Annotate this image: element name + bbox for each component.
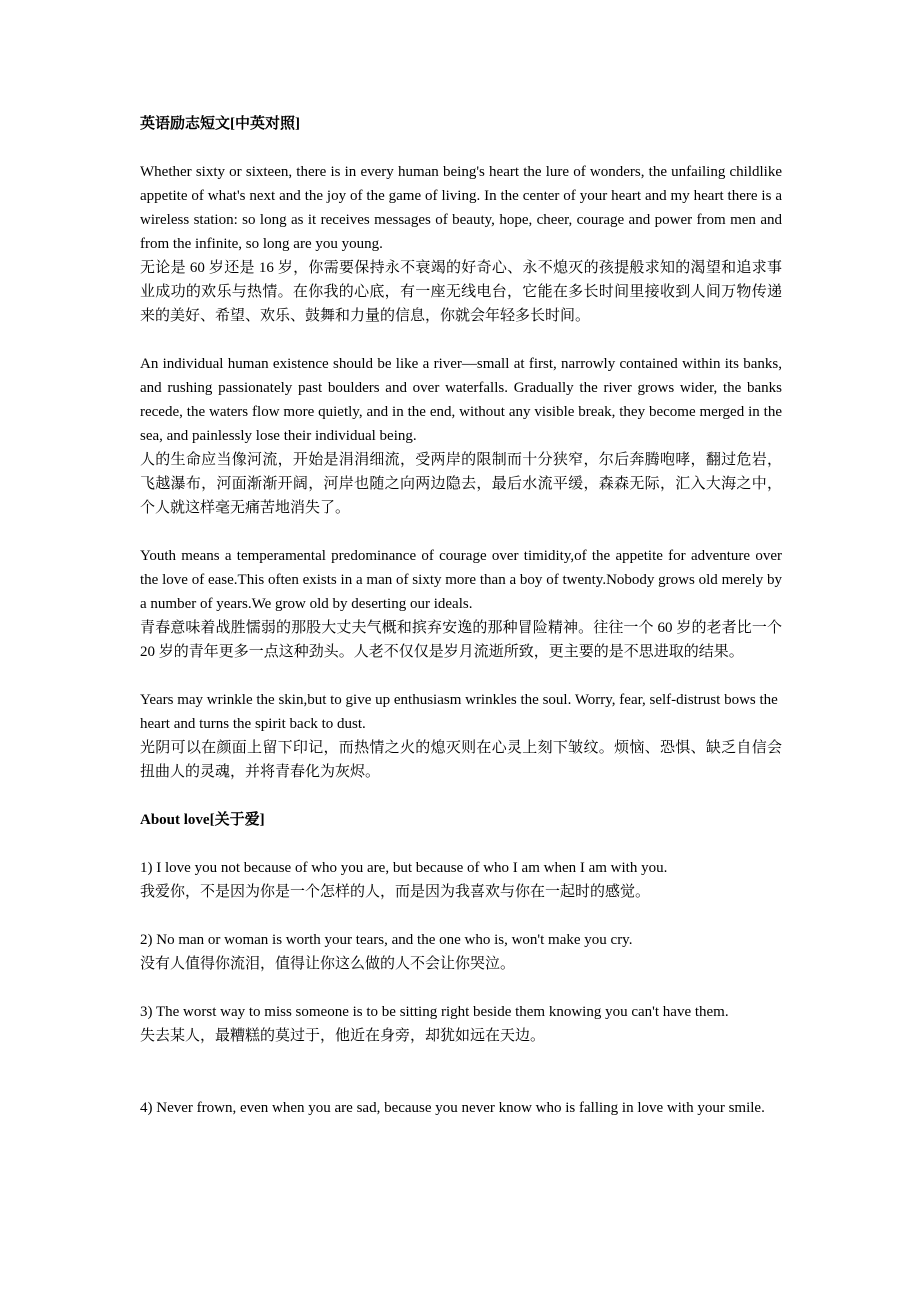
spacer bbox=[140, 136, 782, 160]
love-item-english: 2) No man or woman is worth your tears, and the one who is, won't make you cry. bbox=[140, 932, 633, 948]
spacer bbox=[140, 976, 782, 1000]
spacer bbox=[140, 328, 782, 352]
love-item-1 bbox=[140, 856, 782, 904]
document-title: 英语励志短文[中英对照] bbox=[140, 116, 300, 132]
love-item-english: 4) Never frown, even when you are sad, because you never know who is falling in love with your smile. bbox=[140, 1100, 765, 1116]
love-item-chinese: 失去某人，最糟糕的莫过于，他近在身旁，却犹如远在天边。 bbox=[140, 1028, 546, 1044]
love-section-title: About love[关于爱] bbox=[140, 812, 265, 828]
passage-chinese: 青春意味着战胜懦弱的那股大丈夫气概和摈弃安逸的那种冒险精神。往往一个 60 岁的老者比一个 20 岁的青年更多一点这种劲头。人老不仅仅是岁月流逝所致，更主要的是不思进取的结果。 bbox=[140, 620, 782, 660]
passage-3 bbox=[140, 544, 782, 664]
spacer bbox=[140, 904, 782, 928]
spacer bbox=[140, 784, 782, 808]
love-item-chinese: 没有人值得你流泪，值得让你这么做的人不会让你哭泣。 bbox=[140, 956, 516, 972]
passage-english: Youth means a temperamental predominance of courage over timidity,of the appetite for adventure over the love of ease.This often exists in a man of sixty more than a boy of twenty.Nobody grows old merely by a number of years.We grow old by deserting our ideals. bbox=[140, 548, 782, 612]
love-item-4 bbox=[140, 1096, 782, 1120]
passage-1 bbox=[140, 160, 782, 328]
spacer bbox=[140, 664, 782, 688]
love-item-english: 1) I love you not because of who you are, but because of who I am when I am with you. bbox=[140, 860, 668, 876]
passage-2 bbox=[140, 352, 782, 520]
love-item-2 bbox=[140, 928, 782, 976]
spacer bbox=[140, 1048, 782, 1096]
love-item-chinese: 我爱你，不是因为你是一个怎样的人，而是因为我喜欢与你在一起时的感觉。 bbox=[140, 884, 651, 900]
passage-chinese: 人的生命应当像河流，开始是涓涓细流，受两岸的限制而十分狭窄，尔后奔腾咆哮，翻过危岩，飞越瀑布，河面渐渐开阔，河岸也随之向两边隐去，最后水流平缓，森森无际，汇入大海之中，个人就这样毫无痛苦地消失了。 bbox=[140, 452, 782, 516]
love-item-3 bbox=[140, 1000, 782, 1048]
passage-english: Years may wrinkle the skin,but to give up enthusiasm wrinkles the soul. Worry, fear, self-distrust bows the heart and turns the spirit back to dust. bbox=[140, 692, 778, 732]
passage-english: Whether sixty or sixteen, there is in every human being's heart the lure of wonders, the unfailing childlike appetite of what's next and the joy of the game of living. In the center of your heart and my heart there is a wireless station: so long as it receives messages of beauty, hope, cheer, courage and power from men and from the infinite, so long are you young. bbox=[140, 164, 782, 252]
love-item-english: 3) The worst way to miss someone is to be sitting right beside them knowing you can't have them. bbox=[140, 1004, 729, 1020]
spacer bbox=[140, 832, 782, 856]
spacer bbox=[140, 520, 782, 544]
document-page bbox=[140, 112, 782, 1120]
passage-4 bbox=[140, 688, 782, 784]
passage-english: An individual human existence should be like a river—small at first, narrowly contained within its banks, and rushing passionately past boulders and over waterfalls. Gradually the river grows wider, the banks recede, the waters flow more quietly, and in the end, without any visible break, they become merged in the sea, and painlessly lose their individual being. bbox=[140, 356, 782, 444]
passage-chinese: 光阴可以在颜面上留下印记，而热情之火的熄灭则在心灵上刻下皱纹。烦恼、恐惧、缺乏自信会扭曲人的灵魂，并将青春化为灰烬。 bbox=[140, 740, 782, 780]
passage-chinese: 无论是 60 岁还是 16 岁，你需要保持永不衰竭的好奇心、永不熄灭的孩提般求知的渴望和追求事业成功的欢乐与热情。在你我的心底，有一座无线电台，它能在多长时间里接收到人间万物传递来的美好、希望、欢乐、鼓舞和力量的信息，你就会年轻多长时间。 bbox=[140, 260, 782, 324]
